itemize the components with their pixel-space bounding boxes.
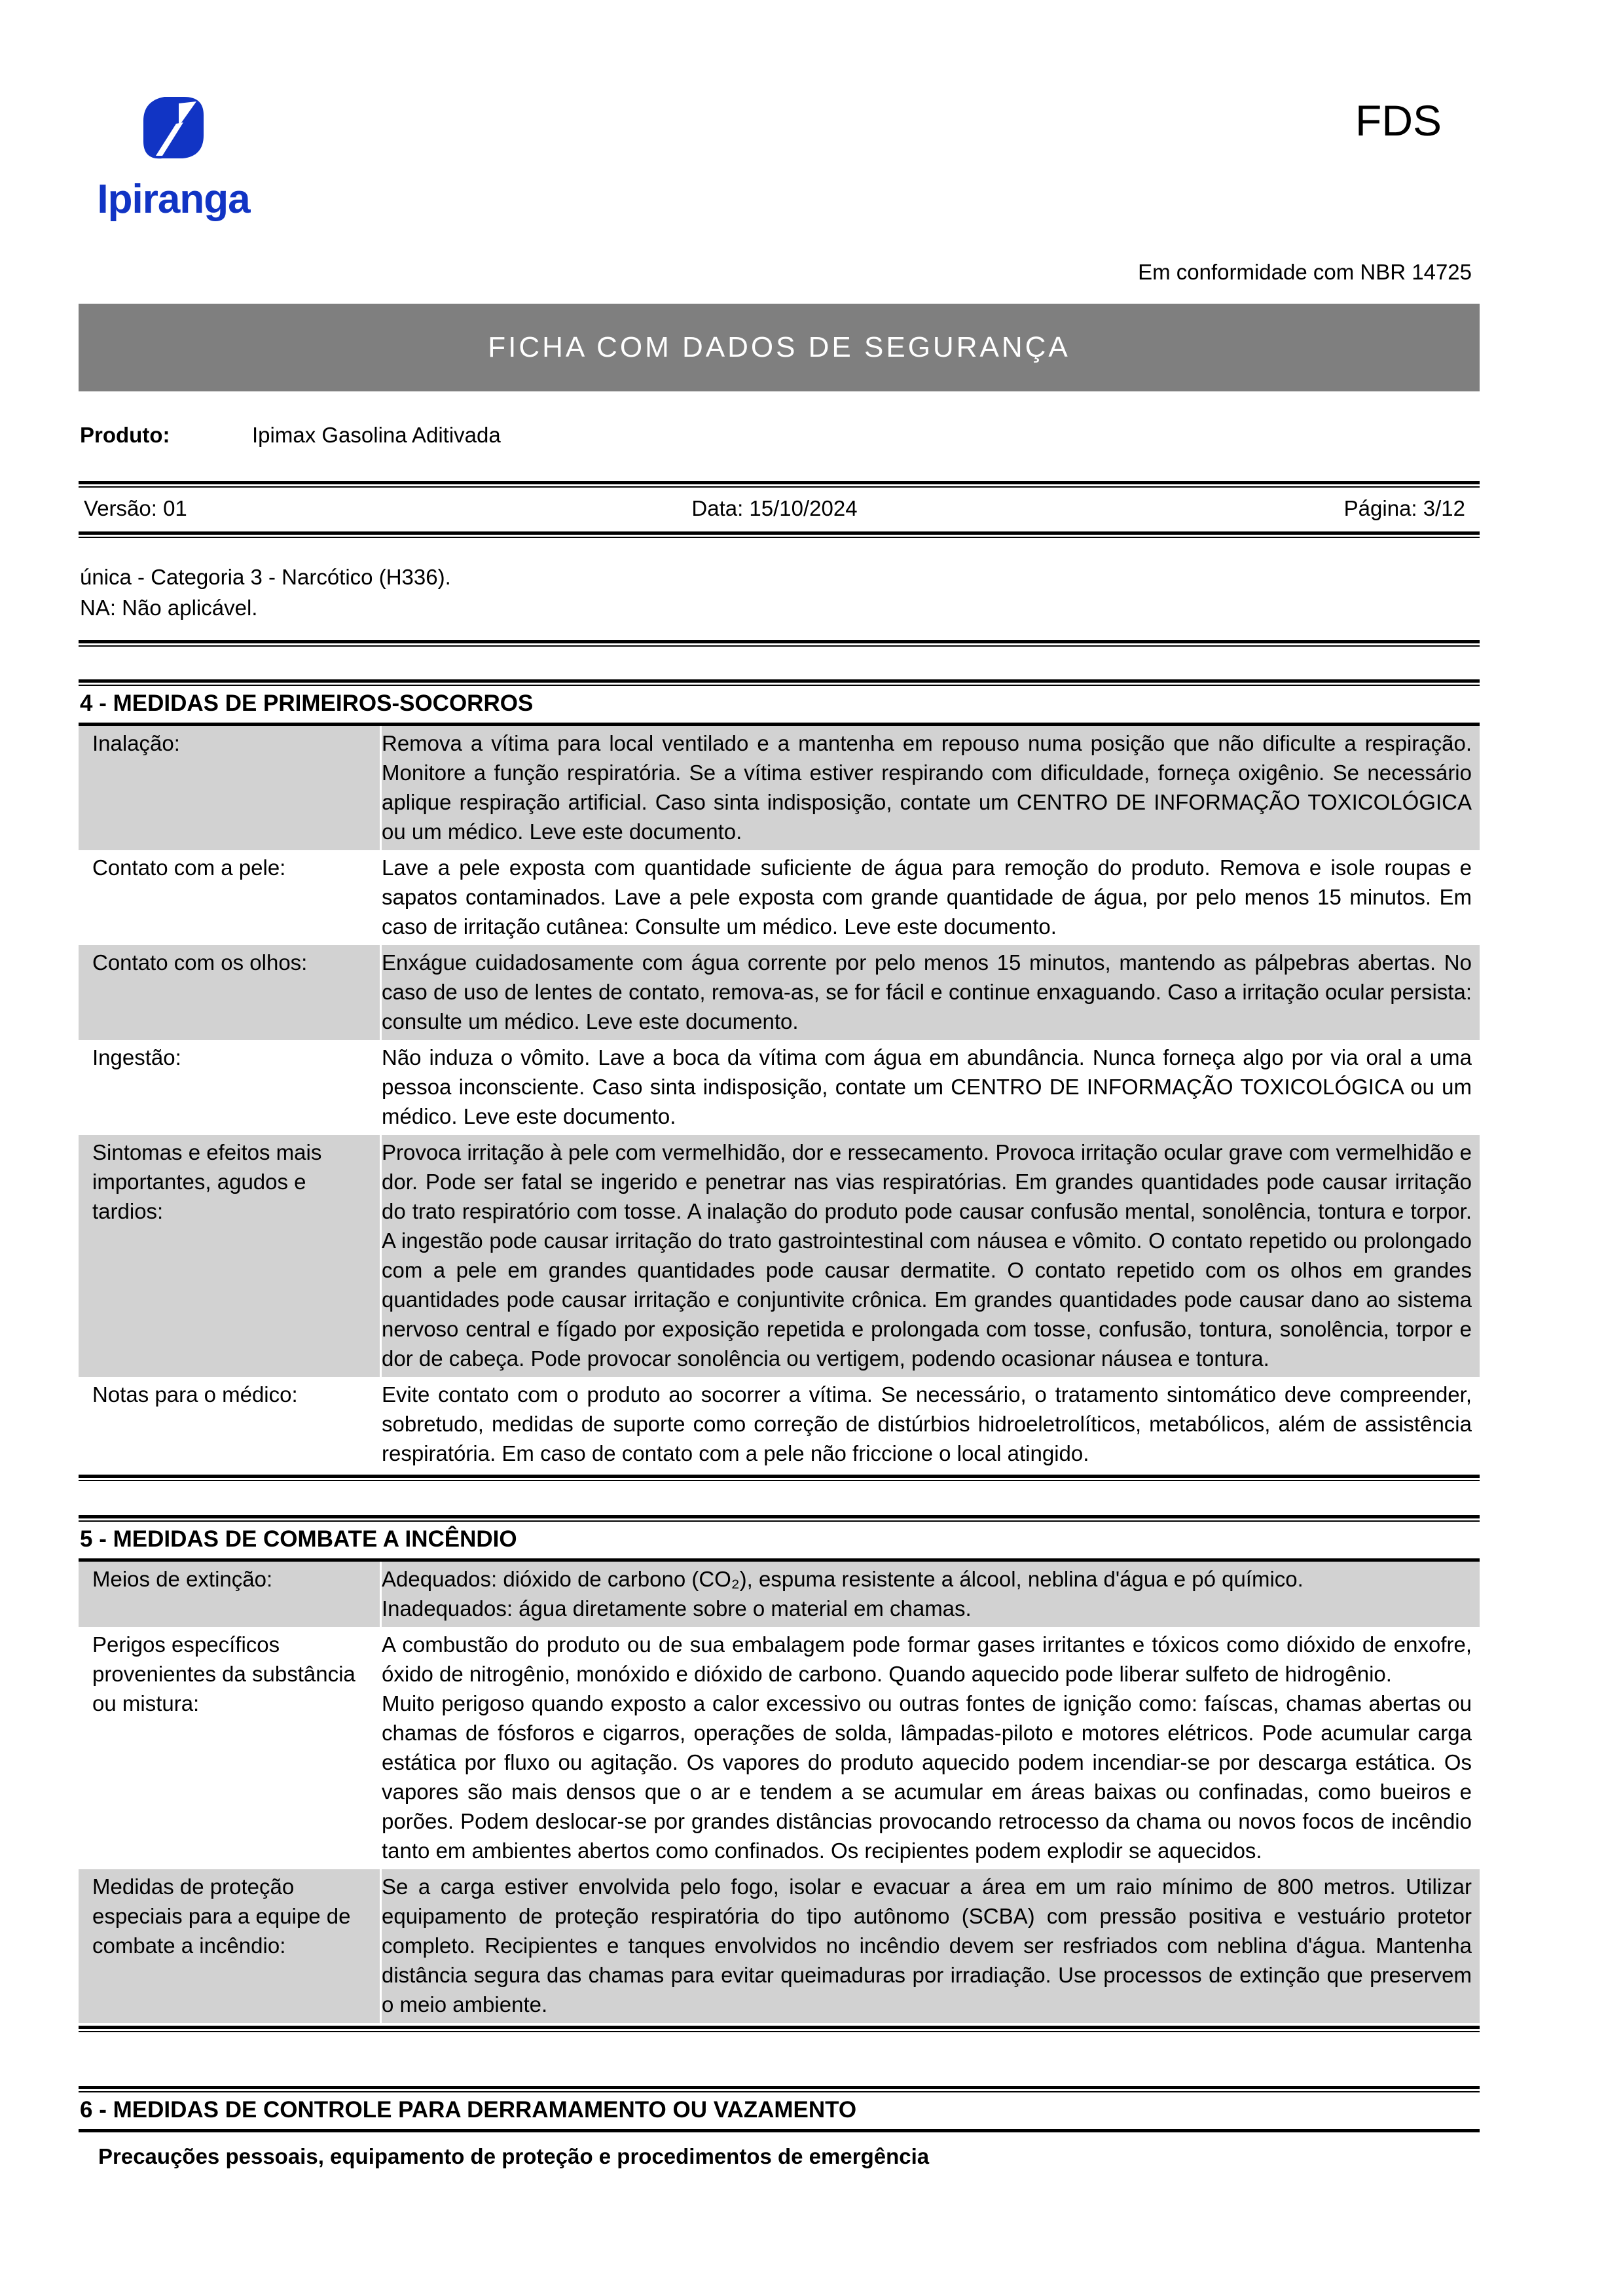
horizontal-rule (79, 640, 1480, 647)
section-4-header: 4 - MEDIDAS DE PRIMEIROS-SOCORROS (80, 691, 534, 716)
intro-line: NA: Não aplicável. (80, 596, 258, 620)
product-label: Produto: (80, 423, 170, 447)
version-bar (79, 488, 1480, 531)
brand-wordmark: Ipiranga (97, 177, 250, 222)
table-row (79, 726, 1480, 850)
table-row (79, 1040, 1480, 1135)
row-paragraph: A combustão do produto ou de sua embalagem pode formar gases irritantes e tóxicos como dióxido de enxofre, óxido de nitrogênio, monóxido e dióxido de carbono. Quando aquecido pode liberar sulfeto de hidrogênio. (382, 1632, 1472, 1686)
date-label: Data: 15/10/2024 (691, 496, 858, 520)
horizontal-rule (79, 2129, 1480, 2132)
row-label: Perigos específicos provenientes da substância ou mistura: (92, 1632, 356, 1715)
row-content: Provoca irritação à pele com vermelhidão, dor e ressecamento. Provoca irritação ocular grave com vermelhidão e dor. Pode ser fatal se ingerido e penetrar nas vias respiratórias. Em grandes quantidades pode causar irritação do trato respiratório com tosse. A inalação do produto pode causar confusão mental, sonolência, tontura e torpor. A ingestão pode causar irritação do trato gastrointestinal com náusea e vômito. O contato repetido ou prolongado com a pele em grandes quantidades pode causar dermatite. O contato repetido com os olhos em grandes quantidades pode causar irritação e conjuntivite crônica. Em grandes quantidades pode causar dano ao sistema nervoso central e fígado por exposição repetida e prolongada com tosse, confusão, tontura, sonolência, torpor e dor de cabeça. Pode provocar sonolência ou vertigem, podendo ocasionar náusea e tontura. (380, 1135, 1480, 1377)
row-label: Medidas de proteção especiais para a equipe de combate a incêndio: (92, 1874, 351, 1958)
table-row (79, 1135, 1480, 1377)
row-content (380, 1627, 1480, 1869)
table-row (79, 1562, 1480, 1627)
row-label: Contato com os olhos: (92, 950, 308, 975)
row-label: Sintomas e efeitos mais importantes, agudos e tardios: (92, 1140, 322, 1223)
row-label: Meios de extinção: (92, 1567, 273, 1591)
row-paragraph: Muito perigoso quando exposto a calor excessivo ou outras fontes de ignição como: faíscas, chamas abertas ou chamas de fósforos e cigarros, operações de solda, lâmpadas-piloto e motores elétricos. Pode acumular carga estática por fluxo ou agitação. Os vapores do produto aquecido podem incendiar-se por descarga estática. Os vapores são mais densos que o ar e tendem a se acumular em áreas baixas ou confinadas, como bueiros e porões. Podem deslocar-se por grandes distâncias provocando retrocesso da chama ou novos focos de incêndio tanto em ambientes abertos como confinados. Os recipientes podem explodir se aquecidos. (382, 1691, 1472, 1863)
section-6-subheading: Precauções pessoais, equipamento de proteção e procedimentos de emergência (98, 2144, 930, 2168)
table-row (79, 945, 1480, 1040)
horizontal-rule (79, 1515, 1480, 1522)
row-content: Enxágue cuidadosamente com água corrente por pelo menos 15 minutos, mantendo as pálpebras abertas. No caso de uso de lentes de contato, remova-as, se for fácil e continue enxaguando. Caso a irritação ocular persista: consulte um médico. Leve este documento. (380, 945, 1480, 1040)
row-label: Ingestão: (92, 1045, 181, 1069)
row-label: Inalação: (92, 731, 180, 755)
horizontal-rule (79, 531, 1480, 538)
page-header (79, 0, 1480, 221)
horizontal-rule (79, 1475, 1480, 1481)
fire-fighting-table (79, 1562, 1480, 2023)
intro-line: única - Categoria 3 - Narcótico (H336). (80, 565, 451, 589)
page-label: Página: 3/12 (1343, 496, 1465, 520)
title-banner: FICHA COM DADOS DE SEGURANÇA (79, 304, 1480, 391)
row-label: Contato com a pele: (92, 855, 286, 880)
ipiranga-logo (92, 95, 255, 221)
ipiranga-logo-icon (141, 95, 206, 162)
section-3-continuation (79, 562, 1480, 623)
product-name: Ipimax Gasolina Aditivada (252, 423, 501, 447)
horizontal-rule (79, 2086, 1480, 2092)
table-row (79, 1869, 1480, 2023)
table-row (79, 1627, 1480, 1869)
row-content (380, 1562, 1480, 1627)
row-content: Remova a vítima para local ventilado e a mantenha em repouso numa posição que não dificulte a respiração. Monitore a função respiratória. Se a vítima estiver respirando com dificuldade, forneça oxigênio. Se necessário aplique respiração artificial. Caso sinta indisposição, contate um CENTRO DE INFORMAÇÃO TOXICOLÓGICA ou um médico. Leve este documento. (380, 726, 1480, 850)
row-paragraph: Inadequados: água diretamente sobre o material em chamas. (382, 1596, 972, 1621)
row-label: Notas para o médico: (92, 1382, 298, 1407)
section-6-header: 6 - MEDIDAS DE CONTROLE PARA DERRAMAMENTO OU VAZAMENTO (80, 2097, 857, 2123)
doc-type-label: FDS (1355, 96, 1442, 145)
table-row (79, 850, 1480, 945)
product-row (79, 420, 1480, 450)
row-content: Lave a pele exposta com quantidade suficiente de água para remoção do produto. Remova e isole roupas e sapatos contaminados. Lave a pele exposta com grande quantidade de água, por pelo menos 15 minutos. Em caso de irritação cutânea: Consulte um médico. Leve este documento. (380, 850, 1480, 945)
row-paragraph: Adequados: dióxido de carbono (CO₂), espuma resistente a álcool, neblina d'água e pó químico. (382, 1567, 1304, 1591)
row-content: Não induza o vômito. Lave a boca da vítima com água em abundância. Nunca forneça algo por via oral a uma pessoa inconsciente. Caso sinta indisposição, contate um CENTRO DE INFORMAÇÃO TOXICOLÓGICA ou um médico. Leve este documento. (380, 1040, 1480, 1135)
row-content: Evite contato com o produto ao socorrer a vítima. Se necessário, o tratamento sintomático deve compreender, sobretudo, medidas de suporte como correção de distúrbios hidroeletrolíticos, metabólicos, além de assistência respiratória. Em caso de contato com a pele não friccione o local atingido. (380, 1377, 1480, 1472)
compliance-note: Em conformidade com NBR 14725 (1138, 260, 1472, 284)
table-row (79, 1377, 1480, 1472)
first-aid-table (79, 726, 1480, 1472)
horizontal-rule (79, 679, 1480, 686)
version-label: Versão: 01 (84, 496, 187, 520)
section-5-header: 5 - MEDIDAS DE COMBATE A INCÊNDIO (80, 1526, 517, 1552)
horizontal-rule (79, 2026, 1480, 2032)
horizontal-rule (79, 481, 1480, 488)
row-content: Se a carga estiver envolvida pelo fogo, isolar e evacuar a área em um raio mínimo de 800 metros. Utilizar equipamento de proteção respiratória do tipo autônomo (SCBA) com pressão positiva e vestuário protetor completo. Recipientes e tanques envolvidos no incêndio devem ser resfriados com neblina d'água. Mantenha distância segura das chamas para evitar queimaduras por irradiação. Use processos de extinção que preservem o meio ambiente. (380, 1869, 1480, 2023)
